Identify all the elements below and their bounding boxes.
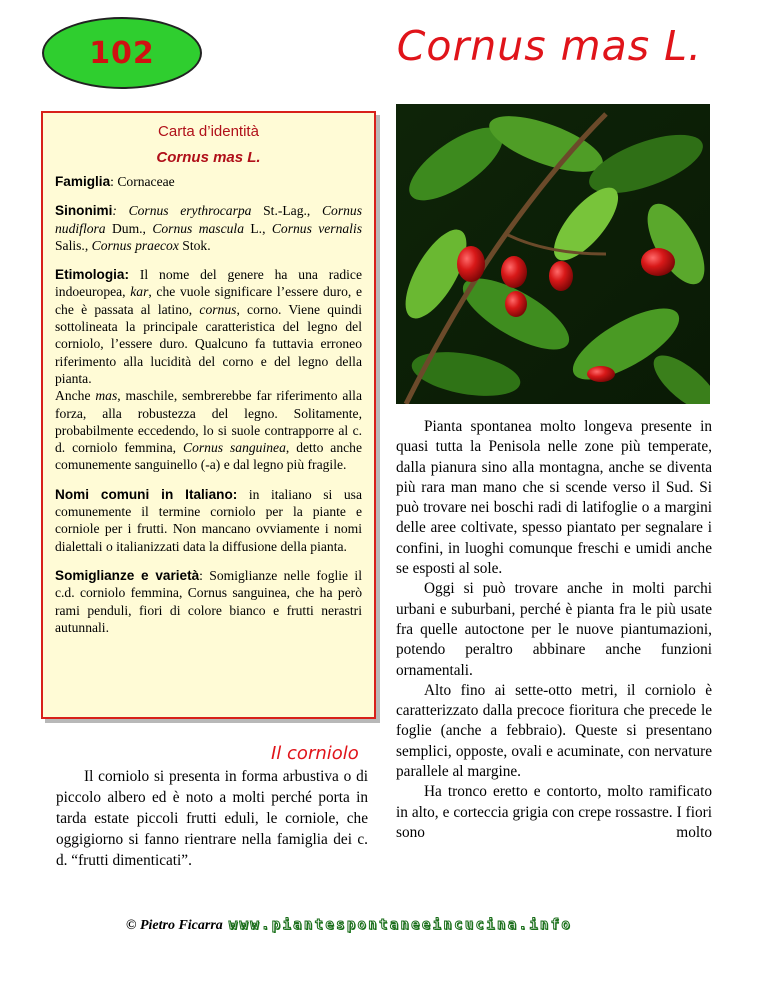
identity-card xyxy=(41,111,376,719)
synonym-name: Cornus nudiflora xyxy=(55,203,362,236)
footer xyxy=(126,917,572,934)
sinonimi-entry: Sinonimi: Cornus erythrocarpa St.-Lag., Cornus nudiflora Dum., Cornus mascula L., Cornus vernalis Salis., Cornus praecox Stok. xyxy=(55,203,363,253)
etimologia-entry xyxy=(55,266,362,474)
synonym-name: Cornus erythrocarpa xyxy=(128,203,252,219)
famiglia-value: : Cornaceae xyxy=(110,174,175,189)
page-number-badge xyxy=(42,17,202,89)
synonym-name: Cornus vernalis xyxy=(271,220,363,236)
paragraph: Oggi si può trovare anche in molti parchi urbani e suburbani, perché è pianta fra le più usate fra quelle autoctone per le nuove piantumazioni, potendo peraltro abbinare anche funzioni ornamentali. xyxy=(396,580,712,679)
etimologia-term: cornus xyxy=(199,301,237,317)
nomi-comuni-label: Nomi comuni in Italiano: xyxy=(55,486,238,502)
somiglianze-text: : Somiglianze nelle foglie il c.d. corniolo femmina, Cornus sanguinea, che ha però rami penduli, fiori di colore bianco e frutti nerastri autunnali. xyxy=(55,567,362,635)
etimologia-label: Etimologia: xyxy=(55,267,130,283)
synonym-name: Cornus mascula xyxy=(152,220,245,236)
etimologia-text: Il nome del genere ha una radice indoeuropea, xyxy=(55,267,362,300)
synonym-author: Salis., xyxy=(55,237,89,253)
paragraph: Il corniolo si presenta in forma arbustiva o di piccolo albero ed è noto a molti perché porta in tarda estate piccoli frutti eduli, le corniole, che oggigiorno si fanno rientrare nella famiglia dei c. d. “frutti dimenticati”. xyxy=(56,768,368,869)
paragraph: Ha tronco eretto e contorto, molto ramificato in alto, e corteccia grigia con crepe rossastre. I fiori sono molto xyxy=(396,783,712,841)
etimologia-term: kar xyxy=(130,284,149,300)
famiglia-entry xyxy=(55,173,362,190)
synonym-author: Stok. xyxy=(182,237,211,253)
page-number: 102 xyxy=(89,35,155,71)
etimologia-text: , maschile, sembrerebbe far riferimento alla forza, alla robustezza del legno. Solitamente, probabilmente eccedendo, lo si suole contrapporre al c. d. corniolo femmina, xyxy=(55,388,362,456)
etimologia-term: Cornus sanguinea xyxy=(183,440,286,456)
paragraph: Pianta spontanea molto longeva presente in quasi tutta la Penisola nelle zone più temperate, dalla pianura sino alla montagna, anche se diventa più rara man mano che si scende verso il Sud. Si può trovare nei boschi radi di latifoglie o a margini delle aree coltivate, spesso piantato per segnalare i confini, in luoghi comunque freschi e umidi anche se esposti al sole. xyxy=(396,418,712,578)
left-column-text xyxy=(56,766,368,871)
etimologia-text: Anche xyxy=(55,388,91,404)
paragraph: Alto fino ai sette-otto metri, il corniolo è caratterizzato dalla precoce fioritura che precede le foglie (anche a febbraio). Queste si presentano semplici, opposte, ovali e acuminate, con nervature parallele al margine. xyxy=(396,681,712,781)
etimologia-text: , detto anche comunemente sanguinello (-a) e dal legno più fragile. xyxy=(55,440,363,473)
right-column-text xyxy=(396,417,712,843)
nomi-comuni-entry xyxy=(55,486,362,555)
identity-card-species: Cornus mas L. xyxy=(156,149,261,166)
synonym-author: Dum., xyxy=(111,220,146,236)
page-title: Cornus mas L. xyxy=(396,22,702,70)
etimologia-text: , corno. Viene quindi sottolineata la principale caratteristica del legno del corniolo, l’essere duro. Qualcuno fa tuttavia erroneo riferimento alla lucidità del corno e del legno della pianta. xyxy=(55,301,362,386)
famiglia-label: Famiglia xyxy=(55,174,111,189)
etimologia-text: , che vuole significare l’essere duro, e che è passata al latino, xyxy=(55,284,362,317)
somiglianze-label: Somiglianze e varietà xyxy=(55,567,200,583)
etimologia-term: mas xyxy=(95,388,118,404)
sinonimi-label: Sinonimi xyxy=(55,203,113,219)
section-heading: Il corniolo xyxy=(271,743,359,764)
cornus-fruit-photo xyxy=(396,104,710,404)
synonym-author: L., xyxy=(250,220,266,236)
identity-card-heading: Carta d’identità xyxy=(158,123,259,140)
footer-website-link[interactable]: www.piantespontaneeincucina.info xyxy=(228,917,573,933)
somiglianze-entry xyxy=(55,567,362,636)
synonym-author: St.-Lag., xyxy=(263,203,311,219)
nomi-comuni-text: in italiano si usa comunemente il termine corniolo per la piante e corniole per i frutti. Non mancano ovviamente i nomi dialettali o italianizzati data la diffusione della pianta. xyxy=(55,486,362,554)
synonym-name: Cornus praecox xyxy=(91,237,179,253)
footer-author: © Pietro Ficarra xyxy=(126,918,223,933)
